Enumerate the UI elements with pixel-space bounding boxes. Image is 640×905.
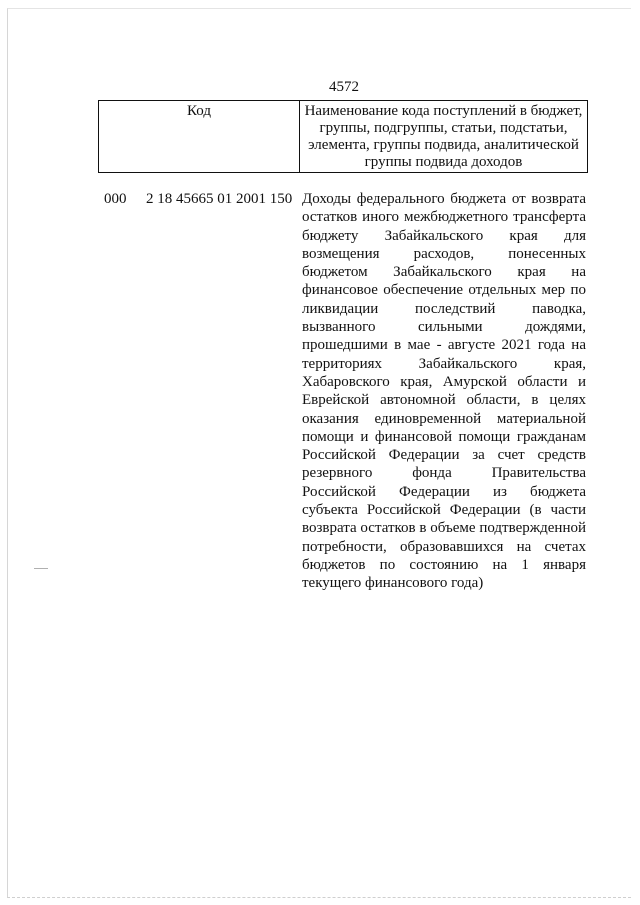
header-row <box>99 101 588 173</box>
revenue-description: Доходы федерального бюджета от возврата остатков иного межбюджетного трансферта бюджету Забайкальского края для возмещения расходов, понесенных бюджетом Забайкальского края на финансовое обеспечение отдельных мер по ликвидации последствий паводка, вызванного сильными дождями, прошедшими в мае - августе 2021 года на территориях Забайкальского края, Хабаровского края, Амурской области и Еврейской автономной области, в целях оказания единовременной материальной помощи и финансовой помощи гражданам Российской Федерации за счет средств резервного фонда Правительства Российской Федерации из бюджета субъекта Российской Федерации (в части возврата остатков в объеме подтвержденной потребности, образовавшихся на счетах бюджетов по состоянию на 1 января текущего финансового года) <box>302 191 586 592</box>
admin-code: 000 <box>104 191 127 207</box>
margin-mark <box>34 568 48 569</box>
revenue-code: 2 18 45665 01 2001 150 <box>146 191 293 207</box>
header-code-cell: Код <box>99 101 300 173</box>
header-table <box>98 100 588 173</box>
header-name-cell: Наименование кода поступлений в бюджет, группы, подгруппы, статьи, подстатьи, элемента, группы подвида, аналитической группы подвида доходов <box>300 101 588 173</box>
page-number: 4572 <box>329 79 359 95</box>
